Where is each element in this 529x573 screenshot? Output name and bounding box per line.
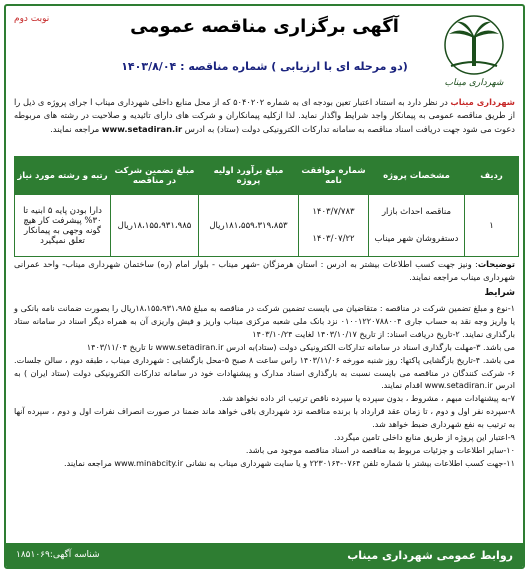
row-agreement xyxy=(299,195,369,257)
condition-item: ۷-به پیشنهادات مبهم ، مشروط ، بدون سپرده یا سپرده ناقص ترتیب اثر داده نخواهد شد. xyxy=(219,393,515,404)
conditions-title: شرایط xyxy=(484,288,515,298)
col-index: ردیف xyxy=(465,157,519,195)
condition-item: ۱۱-جهت کسب اطلاعات بیشتر با شماره تلفن ۰۷۶۴-۲۲۳۰۱۶۴ و یا سایت شهرداری میناب به نشانی www.minabcity.ir مراجعه نمایند. xyxy=(64,457,515,468)
col-project: مشخصات پروژه xyxy=(369,157,465,195)
row-grade: دارا بودن پایه ۵ ابنیه تا ۳۰% پیشرفت کار هیچ گونه وجهی به پیمانکار تعلق نمیگیرد xyxy=(15,195,111,257)
row-index: ۱ xyxy=(465,195,519,257)
row-guarantee: ۱۸،۱۵۵،۹۳۱،۹۸۵ریال xyxy=(111,195,199,257)
project-line: مناقصه احداث بازار xyxy=(381,207,452,217)
round-label: نوبت دوم xyxy=(14,14,50,24)
condition-item: می باشد. ۳-مهلت بارگذاری اسناد در سامانه تدارکات الکترونیکی دولت (ستاد)به ادرس www.setadiran.ir تا تاریخ ۱۴۰۳/۱۱/۰۴ xyxy=(86,341,515,352)
logo-text: شهرداری میناب xyxy=(444,78,504,88)
subtitle: (دو مرحله ای با ارزیابی ) شماره مناقصه : ۱۴۰۳/۸/۰۴ xyxy=(121,60,408,73)
col-agreement: شماره موافقت نامه xyxy=(299,157,369,195)
table-row xyxy=(15,195,519,257)
col-estimate: مبلغ برآورد اولیه پروژه xyxy=(199,157,299,195)
intro-lead: شهرداری میناب xyxy=(450,97,515,107)
agreement-date: ۱۴۰۳/۰۷/۲۲ xyxy=(312,234,355,244)
notes-label: توضیحات xyxy=(477,259,515,269)
page-title: آگهی برگزاری مناقصه عمومی xyxy=(130,16,399,37)
intro-paragraph xyxy=(14,96,515,136)
intro-tail: مراجعه نمایند. xyxy=(50,123,102,134)
row-estimate: ۱۸۱،۵۵۹،۳۱۹،۸۵۳ریال xyxy=(199,195,299,257)
condition-item: ۱۰-سایر اطلاعات و جزئیات مربوط به مناقصه در اسناد مناقصه موجود می باشد. xyxy=(245,444,515,455)
condition-item: ۸-سپرده نفر اول و دوم ، تا زمان عقد قرارداد با برنده مناقصه نزد شهرداری باقی خواهد ماند ضمنا در صورت انصراف نفرات اول و دوم ، سپرده آنها به ترتیب به نفع شهرداری ضبط خواهد شد. xyxy=(14,406,515,430)
condition-item: ۱-نوع و مبلغ تضمین شرکت در مناقصه : متقاضیان می بایست تضمین شرکت در مناقصه به مبلغ ۱۸،۱۵۵،۹۳۱،۹۸۵ریال را بصورت ضمانت نامه بانکی و یا واریز وجه نقد به حساب جاری ۰۱۰۰۱۲۲۰۷۸۸۰۰۴ نزد بانک ملی شعبه مرکزی میناب واریز و فیش واریزی آن به همراه دیگر اسناد در سامانه ستاد بارگذاری نمایند. ۲-تاریخ دریافت اسناد: از تاریخ ۱۴۰۳/۱۰/۱۷ لغایت ۱۴۰۳/۱۰/۲۴ xyxy=(14,303,515,339)
col-grade: رتبه و رشته مورد نیاز xyxy=(15,157,111,195)
agreement-number: ۱۴۰۳/۷/۷۸۳ xyxy=(312,207,355,217)
table-header-row xyxy=(15,157,519,195)
project-line: دستفروشان شهر میناب xyxy=(374,234,459,244)
footer-bar xyxy=(6,543,523,567)
setad-link[interactable]: www.setadiran.ir xyxy=(101,123,183,134)
advertisement-frame xyxy=(4,4,525,569)
intro-text: در نظر دارد به استناد اعتبار تعین بودجه ای به شماره ۵۰۴۰۲۰۲ که از محل منابع داخلی شهرداری میناب ا جرای پروژه ی ذیل را از طریق مناقصه عمومی به پیمانکار واجد شرایط واگذار نماید. لذا ازکلیه پیمانکاران و شرکت های دارای تائیدیه و صلاحیت در رشته های مربوطه دعوت می شود جهت دریافت اسناد مناقصه به سامانه تدارکات الکترونیکی دولت (ستاد) به ادرس xyxy=(14,97,515,134)
ad-id: شناسه آگهی:۱۸۵۱۰۶۹ xyxy=(16,550,100,560)
conditions-list xyxy=(14,302,515,470)
publisher-label: روابط عمومی شهرداری میناب xyxy=(347,548,513,562)
palm-tree-icon xyxy=(439,14,509,76)
col-guarantee: مبلغ تضمین شرکت در مناقصه xyxy=(111,157,199,195)
row-project xyxy=(369,195,465,257)
tender-table xyxy=(14,156,519,257)
header xyxy=(6,6,523,98)
municipality-logo xyxy=(431,10,517,92)
notes-text: : ونیز جهت کسب اطلاعات بیشتر به ادرس : استان هرمزگان -شهر میناب - بلوار امام (ره) ساختمان شهرداری میناب- واحد عمرانی شهرداری میناب مراجعه نمایند. xyxy=(14,259,515,282)
notes-paragraph xyxy=(14,258,515,283)
condition-item: ۹-اعتبار این پروژه از طریق منابع داخلی تامین میگردد. xyxy=(334,432,515,443)
condition-item: می باشد. ۴-تاریخ بازگشایی پاکتها: روز شنبه مورخه ۱۴۰۳/۱۱/۰۶ راس ساعت ۸ صبح ۵-محل بازگشایی : شهرداری میناب ، طبقه دوم ، سالن جلسات. ۶- شرکت کنندگان در مناقصه می بایست نسبت به بارگذاری اسناد مدارک و پیشنهادات خود در سامانه تدارکات الکترونیکی دولت (ستاد ایران ) به ادرس www.setadiran.ir اقدام نمایند. xyxy=(14,354,515,391)
